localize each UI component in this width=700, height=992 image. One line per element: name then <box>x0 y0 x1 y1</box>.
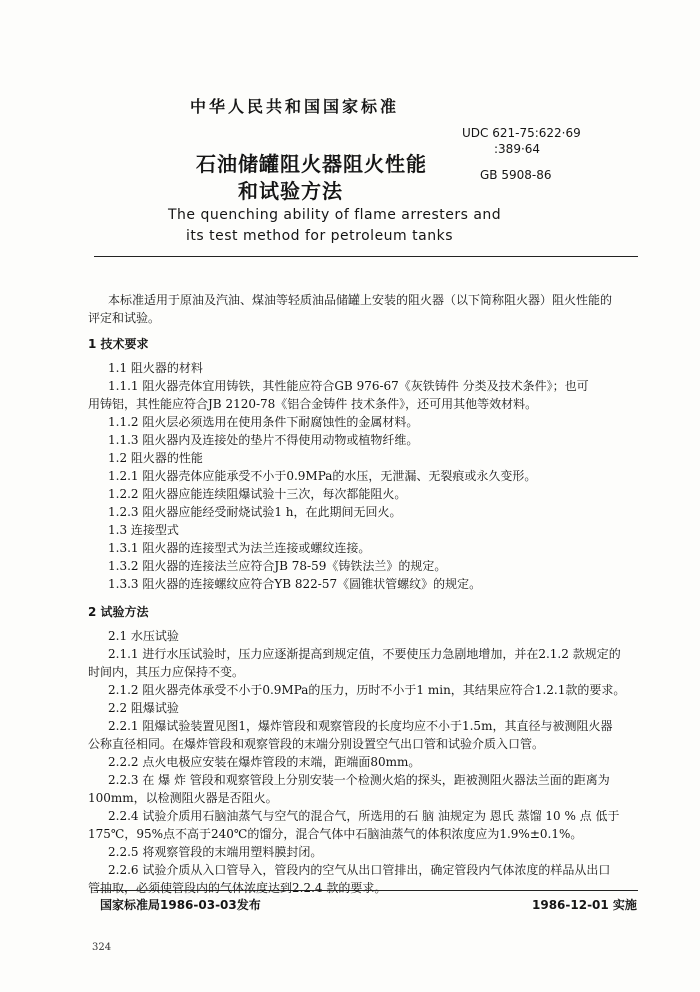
gb-number: GB 5908-86 <box>480 168 552 182</box>
clause-1-1: 1.1 阻火器的材料 <box>108 361 203 375</box>
clause-2-2-5: 2.2.5 将观察管段的末端用塑料膜封闭。 <box>108 845 323 859</box>
clause-2-1-1-line2: 时间内，其压力应保持不变。 <box>88 665 245 679</box>
clause-2-2-2: 2.2.2 点火电极应安装在爆炸管段的末端，距端面80mm。 <box>108 755 421 769</box>
title-english-line1: The quenching ability of flame arresters and <box>168 207 502 223</box>
clause-2-1-2: 2.1.2 阻火器壳体承受不小于0.9MPa的压力，历时不小于1 min，其结果应符合1.2.1款的要求。 <box>108 683 626 697</box>
clause-1-3-3: 1.3.3 阻火器的连接螺纹应符合YB 822-57《圆锥状管螺纹》的规定。 <box>108 577 482 591</box>
intro-paragraph-line1: 本标准适用于原油及汽油、煤油等轻质油品储罐上安装的阻火器（以下简称阻火器）阻火性能的 <box>108 293 613 307</box>
approval-date: 国家标准局1986-03-03发布 <box>100 898 261 912</box>
clause-1-2: 1.2 阻火器的性能 <box>108 451 203 465</box>
clause-2-2-1-line1: 2.2.1 阻爆试验装置见图1，爆炸管段和观察管段的长度均应不小于1.5m，其直径与被测阻火器 <box>108 719 613 733</box>
clause-2-1-1-line1: 2.1.1 进行水压试验时，压力应逐渐提高到规定值，不要使压力急剧地增加，并在2.1.2 款规定的 <box>108 647 621 661</box>
clause-1-1-2: 1.1.2 阻火层必须选用在使用条件下耐腐蚀性的金属材料。 <box>108 415 419 429</box>
section-2-heading: 2 试验方法 <box>88 605 149 619</box>
clause-1-3: 1.3 连接型式 <box>108 523 179 537</box>
clause-1-1-1-line2: 用铸铝，其性能应符合JB 2120-78《铝合金铸件 技术条件》，还可用其他等效材料。 <box>88 397 538 411</box>
clause-1-2-3: 1.2.3 阻火器应能经受耐烧试验1 h，在此期间无回火。 <box>108 505 402 519</box>
clause-2-2-3-line2: 100mm，以检测阻火器是否阻火。 <box>88 791 278 805</box>
udc-code-continued: :389·64 <box>494 142 541 156</box>
title-chinese-line2: 和试验方法 <box>238 179 343 203</box>
clause-2-2-4-line2: 175℃，95%点不高于240℃的馏分，混合气体中石脑油蒸气的体积浓度应为1.9%±0.1%。 <box>88 827 583 841</box>
clause-1-2-1: 1.2.1 阻火器壳体应能承受不小于0.9MPa的水压，无泄漏、无裂痕或永久变形。 <box>108 469 537 483</box>
clause-2-2-1-line2: 公称直径相同。在爆炸管段和观察管段的末端分别设置空气出口管和试验介质入口管。 <box>88 737 545 751</box>
footer-divider <box>94 890 638 891</box>
clause-2-2-6-line1: 2.2.6 试验介质从入口管导入，管段内的空气从出口管排出，确定管段内气体浓度的样品从出口 <box>108 863 611 877</box>
clause-2-2-6-line2: 管抽取，必须使管段内的气体浓度达到2.2.4 款的要求。 <box>88 881 387 895</box>
title-english-line2: its test method for petroleum tanks <box>186 228 453 244</box>
clause-2-2: 2.2 阻爆试验 <box>108 701 179 715</box>
udc-code: UDC 621-75:622·69 <box>462 126 581 140</box>
clause-1-3-1: 1.3.1 阻火器的连接型式为法兰连接或螺纹连接。 <box>108 541 371 555</box>
title-chinese-line1: 石油储罐阻火器阻火性能 <box>196 152 427 176</box>
clause-1-2-2: 1.2.2 阻火器应能连续阻爆试验十三次，每次都能阻火。 <box>108 487 407 501</box>
clause-1-3-2: 1.3.2 阻火器的连接法兰应符合JB 78-59《铸铁法兰》的规定。 <box>108 559 447 573</box>
clause-2-2-3-line1: 2.2.3 在 爆 炸 管段和观察管段上分别安装一个检测火焰的探头，距被测阻火器法兰面的距离为 <box>108 773 610 787</box>
national-standard-heading: 中华人民共和国国家标准 <box>190 97 400 116</box>
clause-2-1: 2.1 水压试验 <box>108 629 179 643</box>
section-1-heading: 1 技术要求 <box>88 337 149 351</box>
page-number: 324 <box>92 942 112 953</box>
clause-2-2-4-line1: 2.2.4 试验介质用石脑油蒸气与空气的混合气，所选用的石 脑 油规定为 恩氏 蒸馏 10 % 点 低于 <box>108 809 620 823</box>
intro-paragraph-line2: 评定和试验。 <box>88 311 161 325</box>
clause-1-1-1-line1: 1.1.1 阻火器壳体宜用铸铁，其性能应符合GB 976-67《灰铁铸件 分类及技术条件》；也可 <box>108 379 589 393</box>
effective-date: 1986-12-01 实施 <box>532 898 637 912</box>
clause-1-1-3: 1.1.3 阻火器内及连接处的垫片不得使用动物或植物纤维。 <box>108 433 419 447</box>
header-divider <box>94 256 638 257</box>
